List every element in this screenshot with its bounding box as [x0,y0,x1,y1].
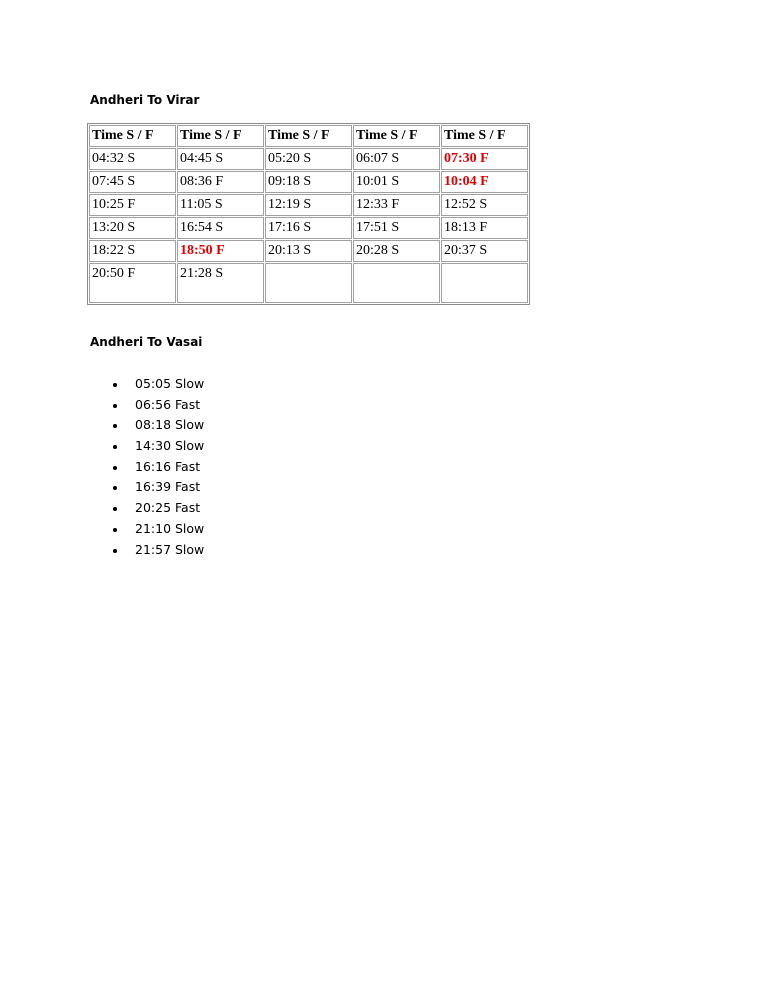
list-item [111,415,204,436]
table-cell-highlighted: 10:04 F [441,171,528,193]
list-item [111,374,204,395]
table-row [89,263,528,303]
table-cell: 20:13 S [265,240,352,262]
table-cell: 11:05 S [177,194,264,216]
table-header-row [89,125,528,147]
section-title-virar: Andheri To Virar [90,93,200,107]
table-cell: 05:20 S [265,148,352,170]
bullet-icon [113,528,117,532]
table-cell: 17:16 S [265,217,352,239]
table-cell: 10:25 F [89,194,176,216]
column-header: Time S / F [177,125,264,147]
table-row [89,217,528,239]
bullet-icon [113,466,117,470]
table-row [89,171,528,193]
column-header: Time S / F [265,125,352,147]
table-cell [265,263,352,303]
list-item-label: 14:30 Slow [135,438,205,454]
column-header: Time S / F [441,125,528,147]
virar-timetable [87,123,530,305]
bullet-icon [113,549,117,553]
table-cell: 08:36 F [177,171,264,193]
table-cell: 04:32 S [89,148,176,170]
table-cell: 16:54 S [177,217,264,239]
table-cell: 20:37 S [441,240,528,262]
list-item-label: 21:10 Slow [135,520,205,536]
table-cell-highlighted: 07:30 F [441,148,528,170]
table-cell: 17:51 S [353,217,440,239]
list-item-label: 08:18 Slow [135,417,205,433]
table-cell: 20:28 S [353,240,440,262]
bullet-icon [113,507,117,511]
column-header: Time S / F [89,125,176,147]
list-item-label: 16:16 Fast [135,458,201,474]
list-item [111,540,204,561]
list-item [111,457,204,478]
table-cell: 06:07 S [353,148,440,170]
list-item-label: 16:39 Fast [135,479,201,495]
bullet-icon [113,486,117,490]
column-header: Time S / F [353,125,440,147]
table-row [89,194,528,216]
list-item [111,395,204,416]
section-title-vasai: Andheri To Vasai [90,335,203,349]
table-cell: 12:52 S [441,194,528,216]
table-cell: 21:28 S [177,263,264,303]
table-cell: 13:20 S [89,217,176,239]
table-cell: 20:50 F [89,263,176,303]
table-row [89,148,528,170]
vasai-train-list [111,374,204,560]
table-cell: 10:01 S [353,171,440,193]
table-cell-highlighted: 18:50 F [177,240,264,262]
list-item [111,477,204,498]
list-item [111,436,204,457]
table-cell: 18:22 S [89,240,176,262]
list-item [111,498,204,519]
list-item-label: 21:57 Slow [135,541,205,557]
table-cell: 07:45 S [89,171,176,193]
table-cell: 12:33 F [353,194,440,216]
bullet-icon [113,424,117,428]
bullet-icon [113,404,117,408]
table-cell [441,263,528,303]
bullet-icon [113,445,117,449]
table-cell: 18:13 F [441,217,528,239]
table-cell: 09:18 S [265,171,352,193]
list-item-label: 06:56 Fast [135,396,201,412]
bullet-icon [113,383,117,387]
table-row [89,240,528,262]
list-item-label: 20:25 Fast [135,500,201,516]
table-cell [353,263,440,303]
table-cell: 04:45 S [177,148,264,170]
table-cell: 12:19 S [265,194,352,216]
list-item-label: 05:05 Slow [135,376,205,391]
list-item [111,519,204,540]
